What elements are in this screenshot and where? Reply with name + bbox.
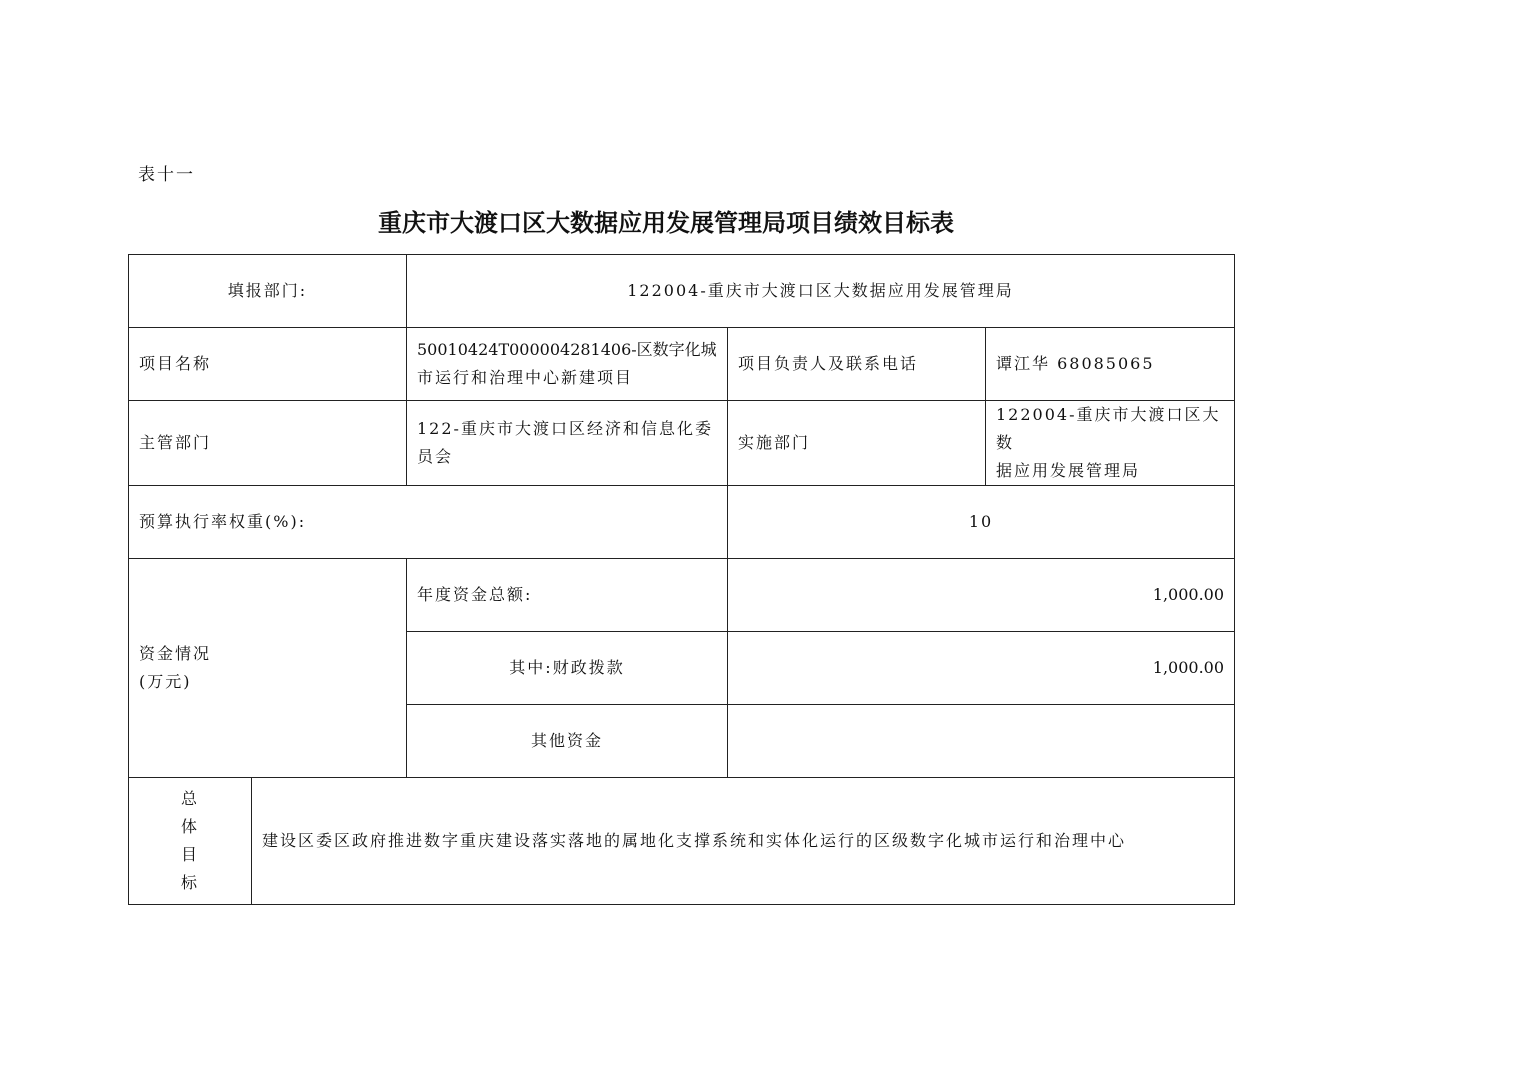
fiscal-label: 其中:财政拨款 [407,632,728,705]
table-number-label: 表十一 [138,165,195,185]
supervisor-value-line1: 122-重庆市大渡口区经济和信息化委 [417,419,713,438]
budget-weight-value: 10 [728,486,1235,559]
other-funds-label: 其他资金 [407,705,728,778]
supervisor-value [407,401,728,486]
annual-total-value: 1,000.00 [728,559,1235,632]
fiscal-value: 1,000.00 [728,632,1235,705]
document-title: 重庆市大渡口区大数据应用发展管理局项目绩效目标表 [378,208,954,237]
supervisor-label: 主管部门 [129,401,407,486]
impl-dept-label: 实施部门 [728,401,986,486]
project-name-value-line2: 市运行和治理中心新建项目 [417,368,634,387]
overall-goal-value: 建设区委区政府推进数字重庆建设落实落地的属地化支撑系统和实体化运行的区级数字化城市运行和治理中心 [252,778,1235,905]
overall-goal-label-char: 体 [180,817,199,836]
overall-goal-label [129,778,252,905]
funds-label [129,559,407,778]
funds-label-line1: 资金情况 [139,644,212,663]
table-row-project-name [129,328,1235,401]
table-row-supervisor [129,401,1235,486]
contact-value: 谭江华 68085065 [986,328,1235,401]
annual-total-label: 年度资金总额: [407,559,728,632]
overall-goal-label-char: 目 [180,845,199,864]
table-row-report-dept [129,255,1235,328]
project-name-value-line1: 50010424T000004281406-区数字化城 [417,340,717,359]
report-dept-label: 填报部门: [129,255,407,328]
impl-dept-value [986,401,1235,486]
table-row-overall-goal [129,778,1235,905]
performance-goal-table [128,254,1235,905]
funds-label-line2: (万元) [139,672,192,691]
table-row-annual-total [129,559,1235,632]
supervisor-value-line2: 员会 [417,447,454,466]
project-name-label: 项目名称 [129,328,407,401]
table-row-budget-weight [129,486,1235,559]
project-name-value [407,328,728,401]
impl-dept-value-line1: 122004-重庆市大渡口区大数 [996,405,1221,452]
other-funds-value [728,705,1235,778]
overall-goal-label-char: 标 [180,873,199,892]
contact-label: 项目负责人及联系电话 [728,328,986,401]
overall-goal-label-char: 总 [180,789,199,808]
impl-dept-value-line2: 据应用发展管理局 [996,461,1141,480]
budget-weight-label: 预算执行率权重(%): [129,486,728,559]
report-dept-value: 122004-重庆市大渡口区大数据应用发展管理局 [407,255,1235,328]
